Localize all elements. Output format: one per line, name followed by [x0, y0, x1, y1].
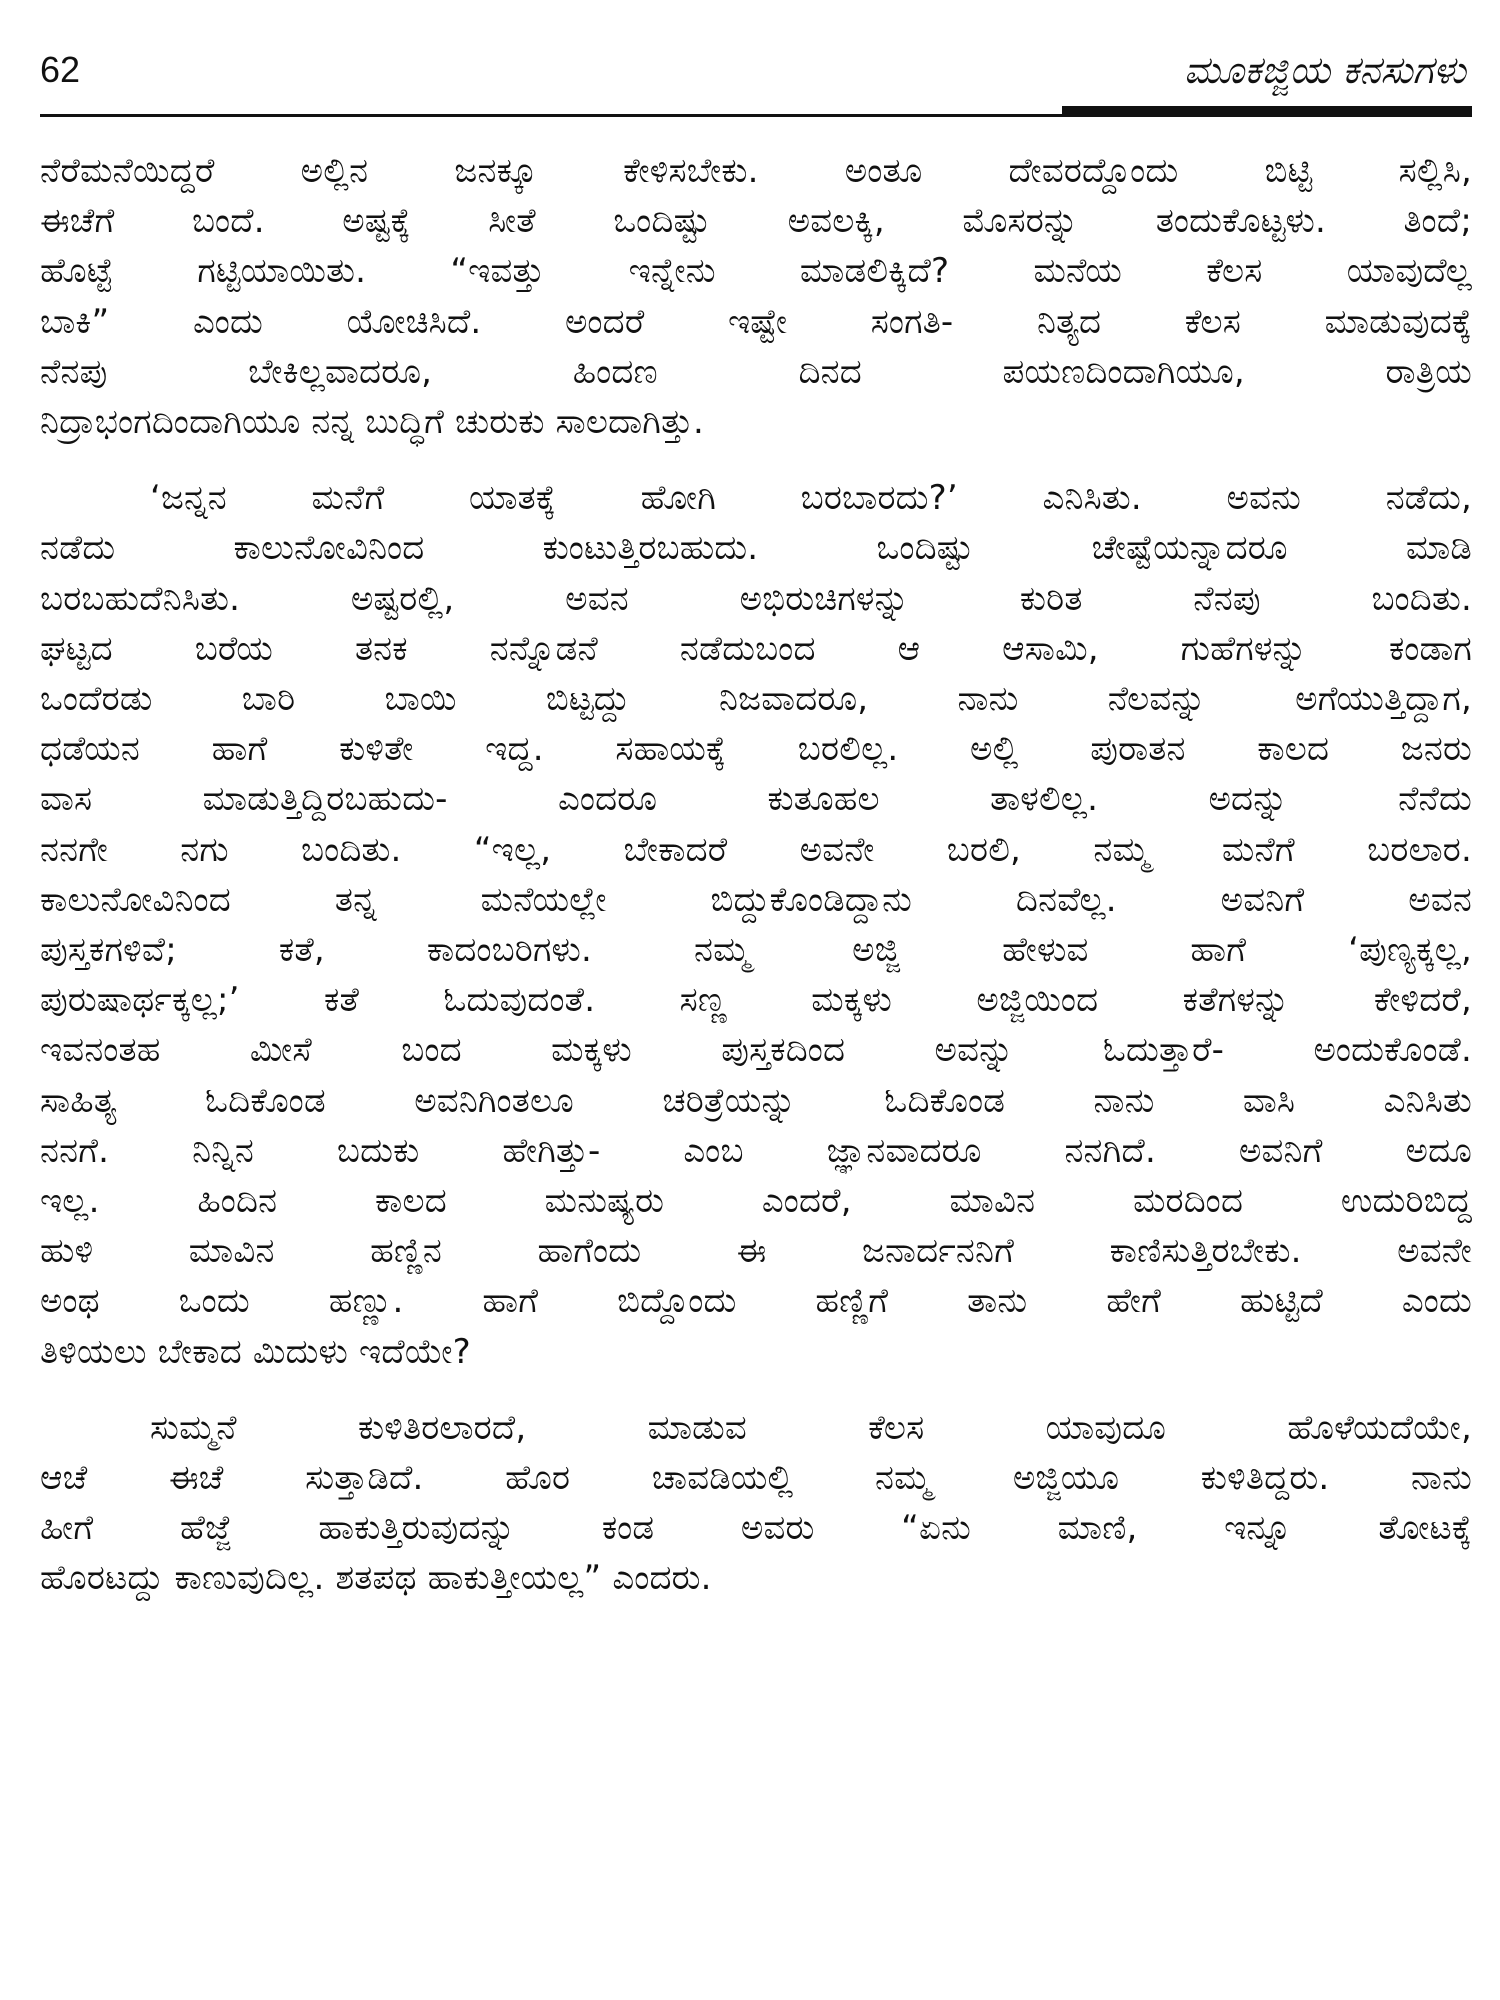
text-line: ಅಂಥ ಒಂದು ಹಣ್ಣು. ಹಾಗೆ ಬಿದ್ದೊಂದು ಹಣ್ಣಿಗೆ ತಾನು ಹೇಗೆ ಹುಟ್ಟಿದೆ ಎಂದು — [40, 1281, 1472, 1322]
text-line: ನನಗೇ ನಗು ಬಂದಿತು. “ಇಲ್ಲ, ಬೇಕಾದರೆ ಅವನೇ ಬರಲಿ, ನಮ್ಮ ಮನೆಗೆ ಬರಲಾರ. — [40, 829, 1472, 870]
page-header — [40, 40, 1472, 120]
text-line: ಘಟ್ಟದ ಬರೆಯ ತನಕ ನನ್ನೊಡನೆ ನಡೆದುಬಂದ ಆ ಆಸಾಮಿ, ಗುಹೆಗಳನ್ನು ಕಂಡಾಗ — [40, 628, 1472, 669]
text-line: ವಾಸ ಮಾಡುತ್ತಿದ್ದಿರಬಹುದು- ಎಂದರೂ ಕುತೂಹಲ ತಾಳಲಿಲ್ಲ. ಅದನ್ನು ನೆನೆದು — [40, 779, 1472, 820]
text-line: ನೆನಪು ಬೇಕಿಲ್ಲವಾದರೂ, ಹಿಂದಣ ದಿನದ ಪಯಣದಿಂದಾಗಿಯೂ, ರಾತ್ರಿಯ — [40, 351, 1472, 392]
page-number: 62 — [40, 49, 81, 90]
text-line: ಸುಮ್ಮನೆ ಕುಳಿತಿರಲಾರದೆ, ಮಾಡುವ ಕೆಲಸ ಯಾವುದೂ ಹೊಳೆಯದೆಯೇ, — [150, 1407, 1472, 1448]
text-line: ನನಗೆ. ನಿನ್ನಿನ ಬದುಕು ಹೇಗಿತ್ತು- ಎಂಬ ಜ್ಞಾನವಾದರೂ ನನಗಿದೆ. ಅವನಿಗೆ ಅದೂ — [40, 1130, 1472, 1171]
text-line: ಧಡೆಯನ ಹಾಗೆ ಕುಳಿತೇ ಇದ್ದ. ಸಹಾಯಕ್ಕೆ ಬರಲಿಲ್ಲ. ಅಲ್ಲಿ ಪುರಾತನ ಕಾಲದ ಜನರು — [40, 729, 1472, 770]
text-line: ಪುಸ್ತಕಗಳಿವೆ; ಕತೆ, ಕಾದಂಬರಿಗಳು. ನಮ್ಮ ಅಜ್ಜಿ ಹೇಳುವ ಹಾಗೆ ‘ಪುಣ್ಯಕ್ಕಲ್ಲ, — [40, 930, 1472, 971]
text-line: ಇವನಂತಹ ಮೀಸೆ ಬಂದ ಮಕ್ಕಳು ಪುಸ್ತಕದಿಂದ ಅವನ್ನು ಓದುತ್ತಾರೆ- ಅಂದುಕೊಂಡೆ. — [40, 1030, 1472, 1071]
text-line: ಹೊರಟದ್ದು ಕಾಣುವುದಿಲ್ಲ. ಶತಪಥ ಹಾಕುತ್ತೀಯಲ್ಲ” ಎಂದರು. — [40, 1558, 712, 1599]
text-line: ತಿಳಿಯಲು ಬೇಕಾದ ಮಿದುಳು ಇದೆಯೇ? — [40, 1331, 471, 1372]
text-line: ಹೊಟ್ಟೆ ಗಟ್ಟಿಯಾಯಿತು. “ಇವತ್ತು ಇನ್ನೇನು ಮಾಡಲಿಕ್ಕಿದೆ? ಮನೆಯ ಕೆಲಸ ಯಾವುದೆಲ್ಲ — [40, 251, 1472, 292]
text-line: ‘ಜನ್ನನ ಮನೆಗೆ ಯಾತಕ್ಕೆ ಹೋಗಿ ಬರಬಾರದು?’ ಎನಿಸಿತು. ಅವನು ನಡೆದು, — [150, 478, 1472, 519]
text-line: ನಿದ್ರಾಭಂಗದಿಂದಾಗಿಯೂ ನನ್ನ ಬುದ್ಧಿಗೆ ಚುರುಕು ಸಾಲದಾಗಿತ್ತು. — [40, 402, 704, 443]
paragraph-3 — [40, 1403, 1472, 1604]
text-line: ಪುರುಷಾರ್ಥಕ್ಕಲ್ಲ;’ ಕತೆ ಓದುವುದಂತೆ. ಸಣ್ಣ ಮಕ್ಕಳು ಅಜ್ಜಿಯಿಂದ ಕತೆಗಳನ್ನು ಕೇಳಿದರೆ, — [40, 980, 1472, 1021]
text-line: ಒಂದೆರಡು ಬಾರಿ ಬಾಯಿ ಬಿಟ್ಟದ್ದು ನಿಜವಾದರೂ, ನಾನು ನೆಲವನ್ನು ಅಗೆಯುತ್ತಿದ್ದಾಗ, — [40, 679, 1472, 720]
header-rule — [40, 114, 1472, 117]
text-line: ಸಾಹಿತ್ಯ ಓದಿಕೊಂಡ ಅವನಿಗಿಂತಲೂ ಚರಿತ್ರೆಯನ್ನು ಓದಿಕೊಂಡ ನಾನು ವಾಸಿ ಎನಿಸಿತು — [40, 1080, 1472, 1121]
paragraph-2 — [40, 473, 1472, 1377]
text-line: ಈಚೆಗೆ ಬಂದೆ. ಅಷ್ಟಕ್ಕೆ ಸೀತೆ ಒಂದಿಷ್ಟು ಅವಲಕ್ಕಿ, ಮೊಸರನ್ನು ತಂದುಕೊಟ್ಟಳು. ತಿಂದೆ; — [40, 201, 1472, 242]
body-text — [40, 146, 1472, 1630]
text-line: ಹೀಗೆ ಹೆಜ್ಜೆ ಹಾಕುತ್ತಿರುವುದನ್ನು ಕಂಡ ಅವರು “ಏನು ಮಾಣಿ, ಇನ್ನೂ ತೋಟಕ್ಕೆ — [40, 1508, 1472, 1549]
text-line: ಬರಬಹುದೆನಿಸಿತು. ಅಷ್ಟರಲ್ಲಿ, ಅವನ ಅಭಿರುಚಿಗಳನ್ನು ಕುರಿತ ನೆನಪು ಬಂದಿತು. — [40, 578, 1472, 619]
text-line: ಇಲ್ಲ. ಹಿಂದಿನ ಕಾಲದ ಮನುಷ್ಯರು ಎಂದರೆ, ಮಾವಿನ ಮರದಿಂದ ಉದುರಿಬಿದ್ದ — [40, 1181, 1472, 1222]
running-title: ಮೂಕಜ್ಜಿಯ ಕನಸುಗಳು — [1183, 48, 1466, 92]
text-line: ಹುಳಿ ಮಾವಿನ ಹಣ್ಣಿನ ಹಾಗೆಂದು ಈ ಜನಾರ್ದನನಿಗೆ ಕಾಣಿಸುತ್ತಿರಬೇಕು. ಅವನೇ — [40, 1231, 1472, 1272]
text-line: ನಡೆದು ಕಾಲುನೋವಿನಿಂದ ಕುಂಟುತ್ತಿರಬಹುದು. ಒಂದಿಷ್ಟು ಚೇಷ್ಟೆಯನ್ನಾದರೂ ಮಾಡಿ — [40, 528, 1472, 569]
text-line: ಬಾಕಿ” ಎಂದು ಯೋಚಿಸಿದೆ. ಅಂದರೆ ಇಷ್ಟೇ ಸಂಗತಿ- ನಿತ್ಯದ ಕೆಲಸ ಮಾಡುವುದಕ್ಕೆ — [40, 301, 1472, 342]
text-line: ಆಚೆ ಈಚೆ ಸುತ್ತಾಡಿದೆ. ಹೊರ ಚಾವಡಿಯಲ್ಲಿ ನಮ್ಮ ಅಜ್ಜಿಯೂ ಕುಳಿತಿದ್ದರು. ನಾನು — [40, 1458, 1472, 1499]
text-line: ಕಾಲುನೋವಿನಿಂದ ತನ್ನ ಮನೆಯಲ್ಲೇ ಬಿದ್ದುಕೊಂಡಿದ್ದಾನು ದಿನವೆಲ್ಲ. ಅವನಿಗೆ ಅವನ — [40, 879, 1472, 920]
paragraph-1 — [40, 146, 1472, 447]
text-line: ನೆರೆಮನೆಯಿದ್ದರೆ ಅಲ್ಲಿನ ಜನಕ್ಕೂ ಕೇಳಿಸಬೇಕು. ಅಂತೂ ದೇವರದ್ದೊಂದು ಬಿಟ್ಟಿ ಸಲ್ಲಿಸಿ, — [40, 151, 1472, 191]
